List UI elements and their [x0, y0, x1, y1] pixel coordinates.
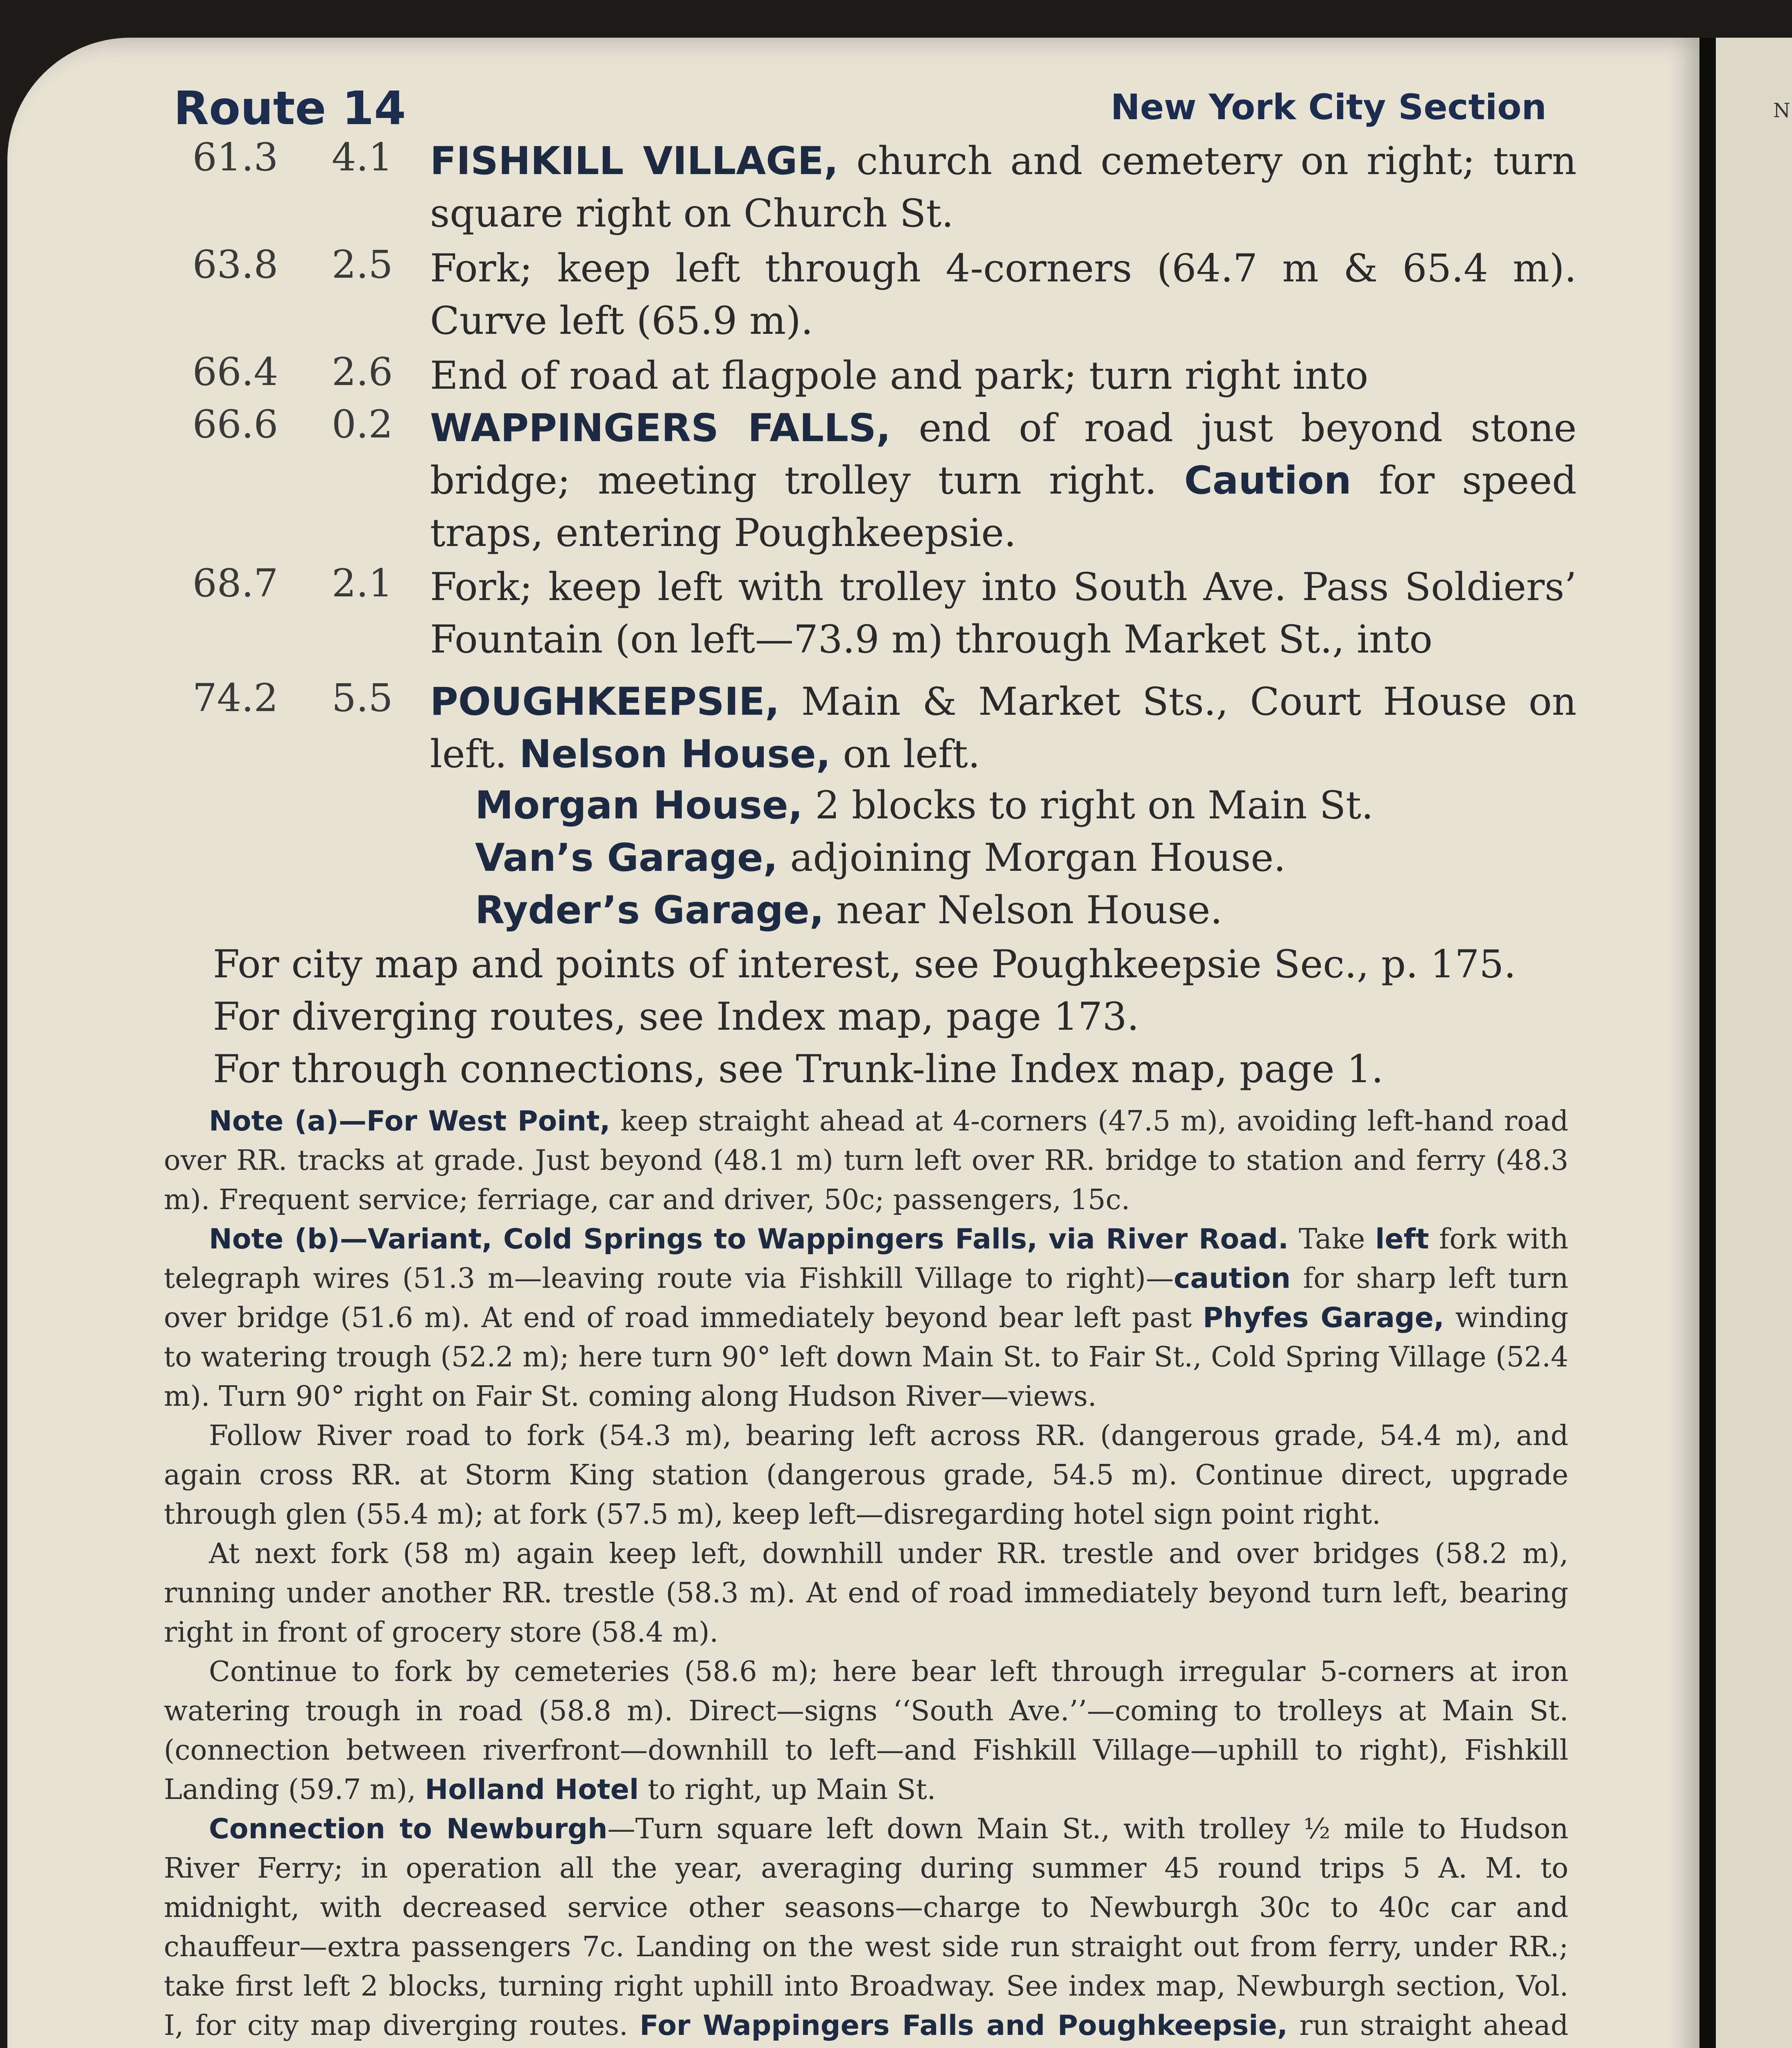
segment-distance: 4.1: [332, 135, 393, 180]
section-header: New York City Section: [1111, 87, 1547, 128]
place-name: WAPPINGERS FALLS,: [430, 406, 891, 451]
see-also-line: For city map and points of interest, see Poughkeepsie Sec., p. 175.: [213, 942, 1516, 987]
lodging-line: Van’s Garage, adjoining Morgan House.: [475, 836, 1286, 880]
note-b: Note (b)—Variant, Cold Springs to Wappingers Falls, via River Road. Take left fork with telegraph wires (51.3 m—leaving route via Fishkill Village to right)—caution for sharp left turn over bridge (51.6 m). At end of road immediately beyond bear left past Phyfes Garage, winding to watering trough (52.2 m); here turn 90° left down Main St. to Fair St., Cold Spring Village (52.4 m). Turn 90° right on Fair St. coming along Hudson River—views.: [164, 1223, 1569, 1413]
place-name: POUGHKEEPSIE,: [430, 680, 780, 724]
lodging-line: Ryder’s Garage, near Nelson House.: [475, 888, 1223, 933]
route-header: Route 14: [174, 82, 406, 135]
note-a: Note (a)—For West Point, keep straight ahead at 4-corners (47.5 m), avoiding left-hand road over RR. tracks at grade. Just beyond (48.1 m) turn left over RR. bridge to station and ferry (48.3 m). Frequent service; ferriage, car and driver, 50c; passengers, 15c.: [164, 1105, 1568, 1216]
note-b-continued: Follow River road to fork (54.3 m), bearing left across RR. (dangerous grade, 54.4 m), and again cross RR. at Storm King station (dangerous grade, 54.5 m). Continue direct, upgrade through glen (55.4 m); at fork (57.5 m), keep left—disregarding hotel sign point right.: [164, 1420, 1568, 1531]
connection-newburgh: Connection to Newburgh—Turn square left down Main St., with trolley ½ mile to Hudson River Ferry; in operation all the year, averaging during summer 45 round trips 5 A. M. to midnight, with decreased service other seasons—charge to Newburgh 30c to 40c car and chauffeur—extra passengers 7c. Landing on the west side run straight out from ferry, under RR.; take first left 2 blocks, turning right uphill into Broadway. See index map, Newburgh section, Vol. I, for city map diverging routes. For Wappingers Falls and Poughkeepsie, run straight ahead: [164, 1813, 1569, 2042]
place-name: FISHKILL VILLAGE,: [430, 139, 839, 184]
next-page-edge: N: [1716, 38, 1792, 2048]
caution-label: Caution: [1184, 458, 1351, 503]
route-notes: [164, 1102, 1568, 2048]
note-b-continued: At next fork (58 m) again keep left, downhill under RR. trestle and over bridges (58.2 m), running under another RR. trestle (58.3 m). At end of road immediately beyond turn left, bearing right in front of grocery store (58.4 m).: [164, 1538, 1568, 1649]
lodging-line: Morgan House, 2 blocks to right on Main St.: [475, 783, 1374, 828]
hotel-name: Nelson House,: [519, 732, 831, 777]
see-also-line: For diverging routes, see Index map, page 173.: [213, 995, 1139, 1039]
cumulative-miles: 61.3: [192, 135, 278, 180]
see-also-line: For through connections, see Trunk-line Index map, page 1.: [213, 1047, 1384, 1092]
page-gutter: [1699, 38, 1716, 2048]
note-b-continued: Continue to fork by cemeteries (58.6 m); here bear left through irregular 5-corners at iron watering trough in road (58.8 m). Direct—signs ‘‘South Ave.’’—coming to trolleys at Main St. (connection between riverfront—downhill to left—and Fishkill Village—uphill to right), Fishkill Landing (59.7 m), Holland Hotel to right, up Main St.: [164, 1656, 1568, 1806]
